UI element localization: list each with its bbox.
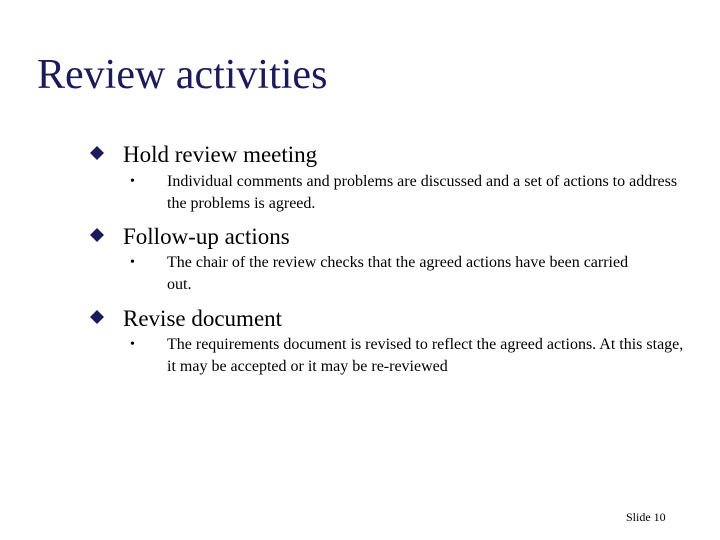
slide-number: Slide 10 (626, 510, 666, 524)
diamond-bullet-icon (90, 310, 102, 322)
dot-bullet-icon: • (130, 337, 135, 352)
diamond-bullet-icon (90, 228, 102, 240)
dot-bullet-icon: • (130, 255, 135, 270)
bullet-detail: Individual comments and problems are discussed and a set of actions to address the problems is agreed. (167, 173, 678, 212)
bullet-heading: Follow-up actions (123, 224, 290, 249)
bullet-heading: Revise document (123, 306, 283, 331)
bullet-item-2 (88, 224, 290, 249)
dot-bullet-icon: • (130, 174, 135, 189)
slide-title: Review activities (37, 52, 328, 98)
diamond-bullet-icon (90, 146, 102, 158)
bullet-detail: The chair of the review checks that the agreed actions have been carried out. (167, 254, 629, 293)
bullet-item-3 (88, 306, 283, 331)
bullet-item-1 (88, 142, 318, 167)
bullet-detail: The requirements document is revised to reflect the agreed actions. At this stage, it may be accepted or it may be re-reviewed (167, 336, 684, 375)
bullet-heading: Hold review meeting (123, 142, 318, 167)
